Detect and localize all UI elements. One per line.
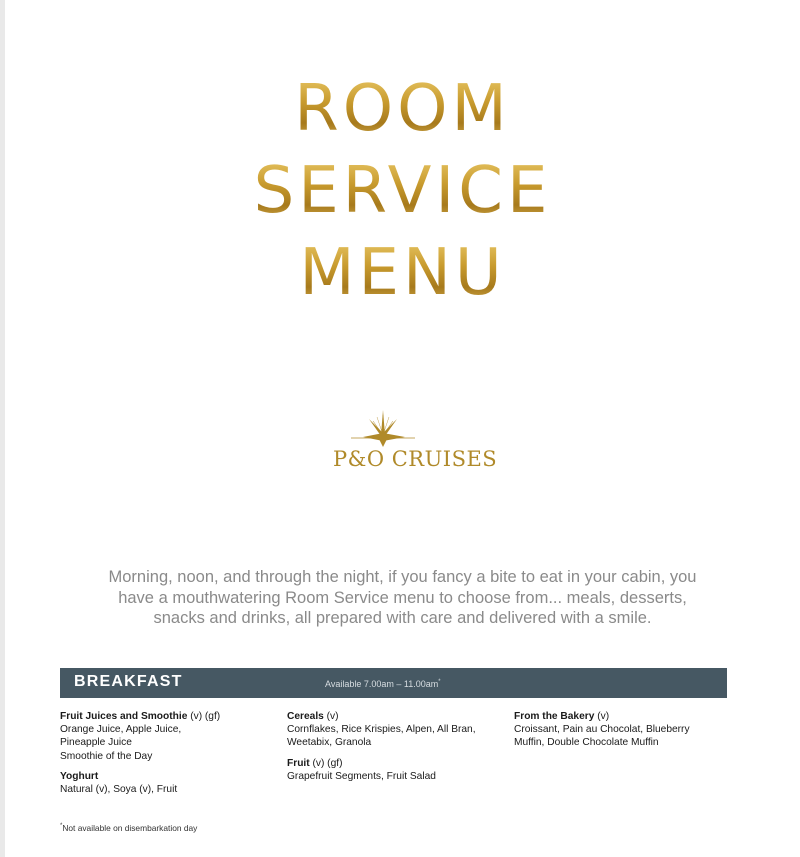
item-line: Cornflakes, Rice Krispies, Alpen, All Bran, xyxy=(287,724,476,736)
intro-paragraph: Morning, noon, and through the night, if you fancy a bite to eat in your cabin, you have a mouthwatering Room Service menu to choose from... meals, desserts, snacks and drinks, all prepared with care and delivered with a smile. xyxy=(108,568,697,627)
item-line: Croissant, Pain au Chocolat, Blueberry xyxy=(514,724,690,736)
item-line: Muffin, Double Chocolate Muffin xyxy=(514,737,659,749)
breakfast-heading: BREAKFAST xyxy=(74,673,183,690)
menu-column-3 xyxy=(514,710,734,757)
logo-wordmark: P&O CRUISES xyxy=(333,447,498,471)
item-tags: (v) (gf) xyxy=(187,711,221,722)
menu-item-fruit-juices xyxy=(60,710,280,763)
item-name: From the Bakery xyxy=(514,711,595,722)
item-line: Smoothie of the Day xyxy=(60,750,153,762)
menu-item-yoghurt xyxy=(60,770,280,796)
item-line: Natural (v), Soya (v), Fruit xyxy=(60,784,178,796)
title-line-service: SERVICE xyxy=(5,156,800,226)
item-line: Grapefruit Segments, Fruit Salad xyxy=(287,770,436,782)
breakfast-header-band xyxy=(60,668,727,698)
item-line: Weetabix, Granola xyxy=(287,737,372,749)
item-name: Fruit Juices and Smoothie xyxy=(60,711,188,722)
menu-column-2 xyxy=(287,710,507,790)
item-name: Cereals xyxy=(287,711,324,722)
breakfast-availability: Available 7.00am – 11.00am* xyxy=(325,679,441,689)
menu-item-fruit xyxy=(287,757,507,783)
footnote: *Not available on disembarkation day xyxy=(60,823,198,833)
item-name: Fruit xyxy=(287,757,310,769)
title-line-room: ROOM xyxy=(5,74,800,144)
item-line: Pineapple Juice xyxy=(60,737,132,749)
title-line-menu: MENU xyxy=(5,238,800,308)
item-tags: (v) xyxy=(594,711,610,722)
menu-item-bakery xyxy=(514,710,734,750)
item-line: Orange Juice, Apple Juice, xyxy=(60,724,182,736)
po-cruises-logo xyxy=(333,405,498,475)
item-name: Yoghurt xyxy=(60,770,99,782)
menu-item-cereals xyxy=(287,710,507,750)
item-tags: (v) xyxy=(323,711,339,722)
menu-page xyxy=(5,0,800,857)
menu-column-1 xyxy=(60,710,280,803)
item-tags: (v) (gf) xyxy=(309,757,343,769)
star-emblem-icon xyxy=(333,405,479,449)
